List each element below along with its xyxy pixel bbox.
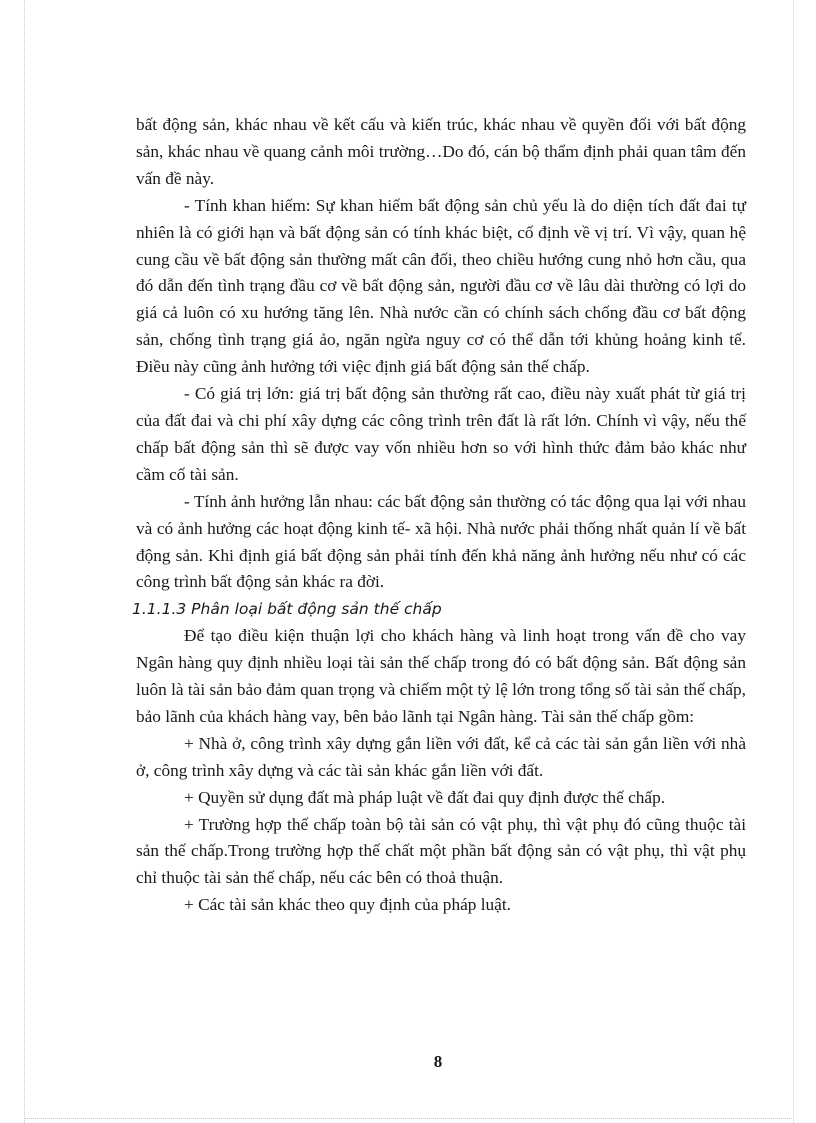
- paragraph-high-value: - Có giá trị lớn: giá trị bất động sản thường rất cao, điều này xuất phát từ giá trị của đất đai và chi phí xây dựng các công trình trên đất là rất lớn. Chính vì vậy, nếu thế chấp bất động sản thì sẽ được vay vốn nhiều hơn so với hình thức đảm bảo khác như cầm cố tài sản.: [136, 384, 746, 484]
- paragraph-mutual-influence: - Tính ảnh hưởng lẫn nhau: các bất động sản thường có tác động qua lại với nhau và có ảnh hưởng các hoạt động kinh tế- xã hội. Nhà nước phải thống nhất quản lí về bất động sản. Khi định giá bất động sản phải tính đến khả năng ảnh hưởng nếu như có các công trình bất động sản khác ra đời.: [136, 491, 746, 592]
- paragraph-continuation: bất động sản, khác nhau về kết cấu và kiến trúc, khác nhau về quyền đối với bất động sản, khác nhau về quang cảnh môi trường…Do đó, cán bộ thẩm định phải quan tâm đến vấn đề này.: [136, 115, 746, 188]
- page-border-left: [24, 0, 26, 1123]
- list-item-land-use-rights: + Quyền sử dụng đất mà pháp luật về đất đai quy định được thế chấp.: [184, 787, 666, 807]
- list-item-houses: + Nhà ở, công trình xây dựng gắn liền với đất, kể cả các tài sản gắn liền với nhà ở, công trình xây dựng và các tài sản khác gắn liền với đất.: [136, 733, 746, 780]
- paragraph-scarcity: - Tính khan hiếm: Sự khan hiếm bất động sản chủ yếu là do diện tích đất đai tự nhiên là có giới hạn và bất động sản có tính khác biệt, cố định về vị trí. Vì vậy, quan hệ cung cầu về bất động sản thường mất cân đối, theo chiều hướng cung nhỏ hơn cầu, qua đó dẫn đến tình trạng đầu cơ về bất động sản, người đầu cơ về lâu dài thường có lợi do giá cả luôn có xu hướng tăng lên. Nhà nước cần có chính sách chống đầu cơ bất động sản, chống tình trạng giá ảo, ngăn ngừa nguy cơ có thể dẫn tới khủng hoảng kinh tế. Điều này cũng ảnh hưởng tới việc định giá bất động sản thế chấp.: [136, 195, 746, 377]
- section-heading: 1.1.1.3 Phân loại bất động sản thế chấp: [132, 600, 442, 619]
- body-text: [132, 112, 746, 919]
- list-item-other-assets: + Các tài sản khác theo quy định của pháp luật.: [184, 895, 511, 915]
- page-border-bottom: [24, 1118, 794, 1120]
- page-number: 8: [433, 1052, 443, 1071]
- page-border-right: [793, 0, 795, 1123]
- paragraph-intro: Để tạo điều kiện thuận lợi cho khách hàng và linh hoạt trong vấn đề cho vay Ngân hàng quy định nhiều loại tài sản thế chấp trong đó có bất động sản. Bất động sản luôn là tài sản bảo đảm quan trọng và chiếm một tỷ lệ lớn trong tổng số tài sản thế chấp, bảo lãnh của khách hàng vay, bên bảo lãnh tại Ngân hàng. Tài sản thế chấp gồm:: [136, 626, 746, 726]
- list-item-accessories: + Trường hợp thế chấp toàn bộ tài sản có vật phụ, thì vật phụ đó cũng thuộc tài sản thế chấp.Trong trường hợp thế chất một phần bất động sản có vật phụ, thì vật phụ chỉ thuộc tài sản thế chấp, nếu các bên có thoả thuận.: [136, 814, 746, 888]
